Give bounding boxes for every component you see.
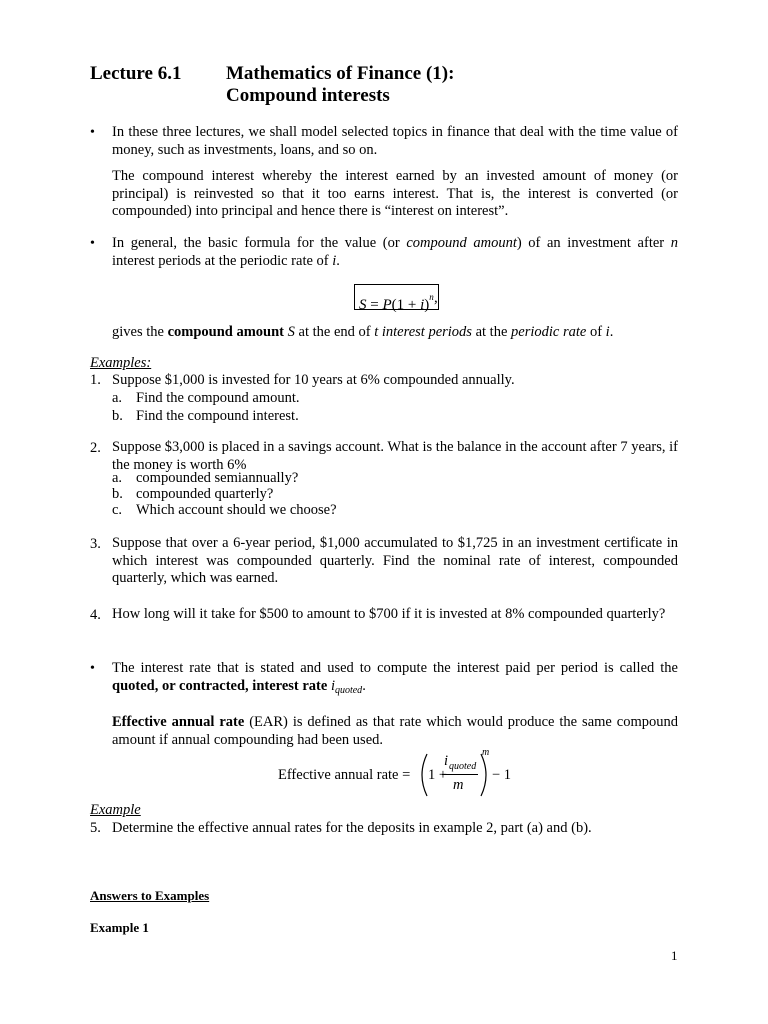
text-run: of [586,324,606,340]
example-number: 5. [90,820,101,836]
formula-token: (1 + [391,297,421,313]
answers-heading: Answers to Examples [90,888,210,903]
text-run: compound amount [406,235,517,251]
text-run: The interest rate that is stated and used to compute the interest paid per period is called the [112,660,678,676]
text-run: quoted, or contracted, interest rate [112,677,328,694]
example-letter: a. [112,470,123,486]
example-number: 3. [90,536,101,552]
example-1a-text: Find the compound amount. [136,390,300,406]
formula-token: i [444,753,449,769]
text-run: interest periods at the periodic rate of [112,252,333,269]
formula-token: ) [424,297,430,313]
examples-label: Examples: [90,355,152,371]
bullet-marker: • [90,236,95,251]
formula-exponent: m [482,747,490,758]
text-run: In general, the basic formula for the value (or [112,235,407,251]
intro-paragraph-1: In these three lectures, we shall model selected topics in finance that deal with the time value of money, such as investments, loans, and so on. [112,124,678,158]
text-run: . [362,677,366,694]
example-letter: c. [112,502,123,518]
title-line-2: Compound interests [226,85,390,106]
example-number: 4. [90,607,101,623]
formula-token: m [453,777,464,793]
formula-token: − 1 [492,767,512,783]
formula-exponent: n [429,292,434,302]
formula-comma: , [434,290,438,306]
example-number: 2. [90,440,101,456]
example-1b-text: Find the compound interest. [136,408,299,424]
text-run: S [284,324,295,340]
general-formula-paragraph [112,235,678,270]
text-run: t interest periods [374,324,472,340]
text-run: (EAR) is defined as that rate which would produce the same compound amount if annual compounding had been used. [112,714,678,748]
example-4-text: How long will it take for $500 to amount to $700 if it is invested at 8% compounded quarterly? [112,606,666,622]
page-number: 1 [671,948,678,963]
lecture-number: Lecture 6.1 [90,63,182,84]
example-1-text: Suppose $1,000 is invested for 10 years at 6% compounded annually. [112,372,515,388]
example-1-heading: Example 1 [90,920,149,935]
formula-label: Effective annual rate = [278,767,411,783]
text-run: i [332,252,337,269]
text-run: at the [471,324,512,340]
fraction-bar [442,774,478,775]
formula-token: = [366,297,383,313]
example-letter: b. [112,486,123,502]
example-2c-text: Which account should we choose? [136,502,337,518]
text-run: n [670,235,678,251]
bullet-marker: • [90,661,95,676]
example-5-text: Determine the effective annual rates for the deposits in example 2, part (a) and (b). [112,820,592,836]
ear-paragraph [112,714,678,749]
formula-token: i [420,297,425,313]
quoted-rate-paragraph [112,660,678,699]
example-letter: a. [112,390,123,406]
intro-paragraph-2: The compound interest whereby the interest earned by an invested amount of money (or principal) is reinvested so that it too earns interest. That is, the interest is converted (or compounded) into principal and hence there is “interest on interest”. [112,168,678,219]
formula-token: 1 + [428,767,448,783]
formula-subscript: quoted [449,761,477,772]
text-run: compound amount [167,324,285,340]
example-2a-text: compounded semiannually? [136,470,299,486]
bullet-marker: • [90,125,95,140]
example-2b-text: compounded quarterly? [136,486,274,502]
text-run: at the end of [294,324,375,340]
example-label: Example [90,802,141,818]
example-3-text: Suppose that over a 6-year period, $1,000 accumulated to $1,725 in an investment certificate in which interest was compounded quarterly. Find the nominal rate of interest, compounded quarterly, which was earned. [112,535,678,586]
formula-token: P [382,297,392,313]
text-run: . [336,252,340,269]
text-run: Effective annual rate [112,714,245,730]
example-letter: b. [112,408,123,424]
example-2-text: Suppose $3,000 is placed in a savings account. What is the balance in the account after 7 years, if the money is worth 6% [112,439,678,473]
text-run: periodic rate [511,324,587,340]
text-run: . [609,324,614,340]
text-run: ) of an investment after [516,235,671,251]
text-run: gives the [112,324,168,340]
example-number: 1. [90,372,101,388]
title-line-1: Mathematics of Finance (1): [226,63,455,84]
formula-token: S [359,297,367,313]
gives-paragraph [112,324,678,342]
text-run: quoted [334,684,363,696]
text-run: i [605,324,610,340]
text-run: i [327,677,335,694]
compound-formula [354,284,439,313]
